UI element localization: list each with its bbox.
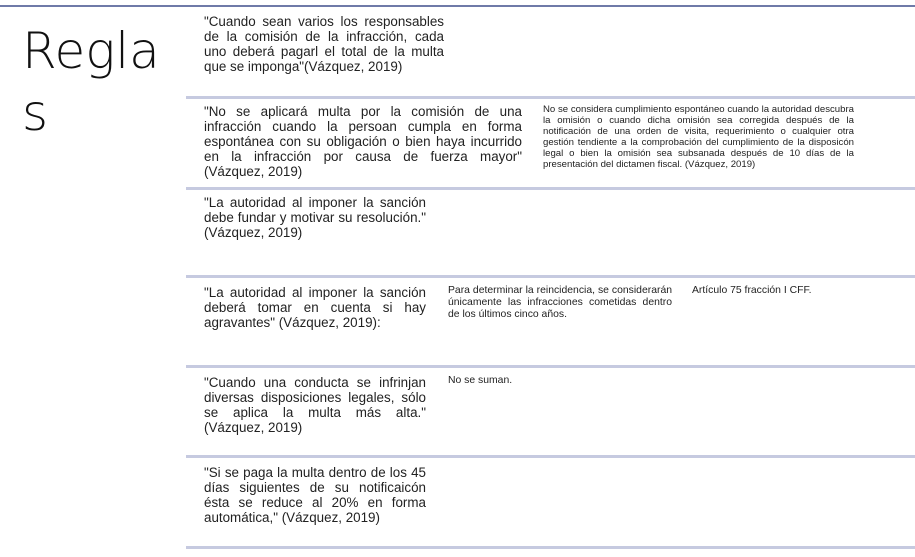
rule-row-4 <box>186 285 915 363</box>
top-rule <box>0 5 915 7</box>
rule-note: No se suman. <box>448 375 513 386</box>
rule-quote: "La autoridad al imponer la sanción deberá tomar en cuenta si hay agravantes" (Vázquez, 2019): <box>204 285 426 330</box>
rule-row-6 <box>186 465 915 545</box>
rule-reference: Artículo 75 fracción I CFF. <box>692 285 812 296</box>
rule-note: No se considera cumplimiento espontáneo cuando la autoridad descubra la omisión o cuando dicha omisión sea corregida después de la notificación de una orden de visita, requerimiento o cualquier otra gestión tendiente a la comprobación del cumplimiento de la disposicón legal o bien la omisión sea subsanada después de 10 días de la presentación del dictamen fiscal. (Vázquez, 2019) <box>543 104 854 170</box>
page-title: Reglas <box>22 22 160 142</box>
rule-quote: "Cuando una conducta se infrinjan diversas disposiciones legales, sólo se aplica la multa más alta." (Vázquez, 2019) <box>204 375 426 435</box>
row-divider <box>186 96 915 99</box>
row-divider <box>186 546 915 549</box>
rule-quote: "La autoridad al imponer la sanción debe fundar y motivar su resolución." (Vázquez, 2019) <box>204 195 426 240</box>
rule-note: Para determinar la reincidencia, se considerarán únicamente las infracciones cometidas dentro de los últimos cinco años. <box>448 285 672 320</box>
row-divider <box>186 187 915 190</box>
rule-quote: "Si se paga la multa dentro de los 45 días siguientes de su notificaicón ésta se reduce al 20% en forma automática," (Vázquez, 2019) <box>204 465 426 525</box>
rule-row-5 <box>186 375 915 453</box>
rule-quote: "Cuando sean varios los responsables de la comisión de la infracción, cada uno deberá pagarl el total de la multa que se imponga"(Vázquez, 2019) <box>204 14 444 74</box>
rule-quote: "No se aplicará multa por la comisión de una infracción cuando la persoan cumpla en forma espontánea con su obligación o bien haya incurrido en la infracción por causa de fuerza mayor" (Vázquez, 2019) <box>204 104 522 179</box>
rule-row-3 <box>186 195 915 275</box>
row-divider <box>186 365 915 368</box>
row-divider <box>186 455 915 458</box>
row-divider <box>186 275 915 278</box>
rule-row-1 <box>186 14 915 96</box>
rule-row-2 <box>186 104 915 186</box>
